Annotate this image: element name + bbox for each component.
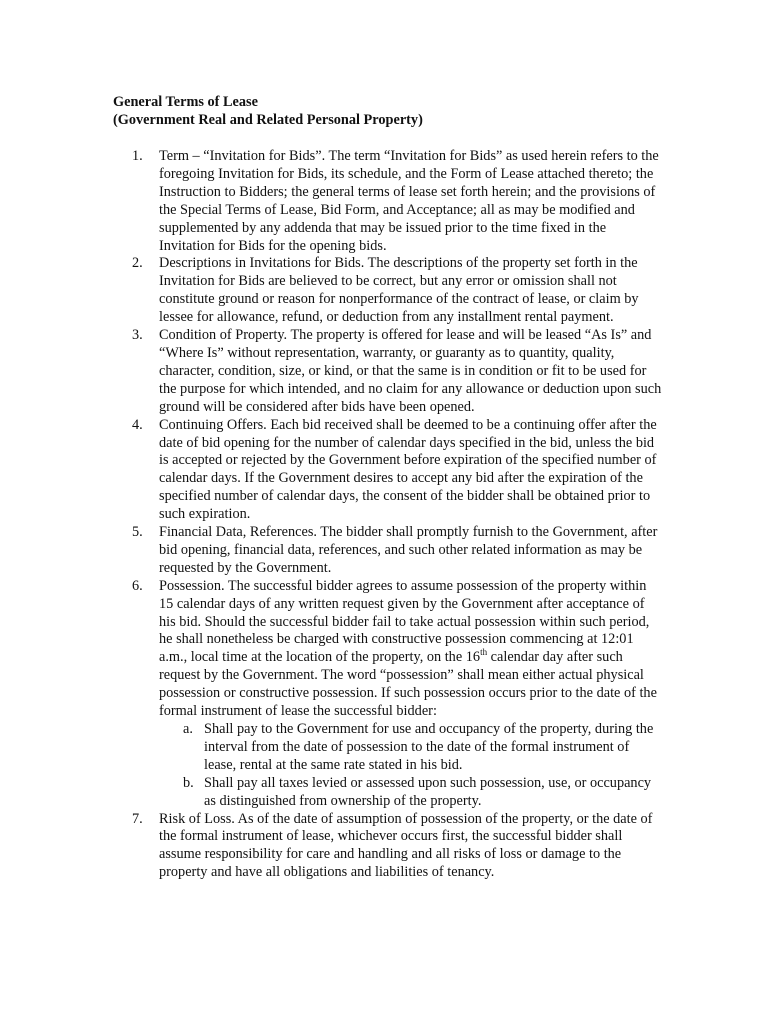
terms-list [113, 148, 663, 882]
term-item-4 [113, 417, 663, 524]
term-item-2 [113, 255, 663, 327]
term-item-3 [113, 327, 663, 417]
term-number: 6. [132, 577, 143, 594]
sub-item-text: Shall pay all taxes levied or assessed upon such possession, use, or occupancy as distinguished from ownership of the property. [204, 774, 652, 809]
term-text: Possession. The successful bidder agrees to assume possession of the property within 15 calendar days of any written request given by the Government after acceptance of his bid. Should the successful bidder fail to take actual possession within such period, he shall nonetheless be charged with constructive possession commencing at 12:01 a.m., local time at the location of the property, on the 16 [159, 577, 650, 666]
term-text-continued: calendar day after such request by the Government. The word “possession” shall mean either actual physical possession or constructive possession. If such possession occurs prior to the date of the formal instrument of lease the successful bidder: [159, 649, 657, 720]
term-text: Continuing Offers. Each bid received shall be deemed to be a continuing offer after the date of bid opening for the number of calendar days specified in the bid, unless the bid is accepted or rejected by the Government before expiration of the specified number of calendar days. If the Government desires to accept any bid after the expiration of the specified number of calendar days, the consent of the bidder shall be obtained prior to such expiration. [159, 416, 657, 523]
term-number: 1. [132, 148, 143, 164]
term-text: Descriptions in Invitations for Bids. The descriptions of the property set forth in the Invitation for Bids are believed to be correct, but any error or omission shall not constitute ground or reason for nonperformance of the contract of lease, or claim by lessee for allowance, refund, or deduction from any installment rental payment. [159, 255, 639, 326]
term-number: 5. [132, 524, 143, 541]
sub-list [159, 721, 663, 811]
term-number: 2. [132, 255, 143, 272]
sub-item-letter: a. [183, 721, 193, 737]
term-item-1 [113, 148, 663, 255]
term-number: 4. [132, 416, 143, 433]
term-number: 3. [132, 327, 143, 344]
term-item-6 [113, 578, 663, 811]
term-text: Term – “Invitation for Bids”. The term “Invitation for Bids” as used herein refers to the foregoing Invitation for Bids, its schedule, and the Form of Lease attached thereto; the Instruction to Bidders; the general terms of lease set forth herein; and the provisions of the Special Terms of Lease, Bid Form, and Acceptance; all as may be modified and supplemented by any addenda that may be issued prior to the time fixed in the Invitation for Bids for the opening bids. [159, 148, 659, 254]
sub-item-a [159, 721, 663, 775]
document-heading [113, 93, 673, 129]
sub-item-letter: b. [183, 774, 194, 791]
term-text: Condition of Property. The property is offered for lease and will be leased “As Is” and “Where Is” without representation, warranty, or guaranty as to quantity, quality, character, condition, size, or kind, or that the same is in condition or fit to be used for the purpose for which intended, and no claim for any allowance or deduction upon such ground will be considered after bids have been opened. [159, 327, 662, 415]
document-title: General Terms of Lease [113, 94, 258, 110]
term-number: 7. [132, 810, 143, 827]
term-text: Financial Data, References. The bidder shall promptly furnish to the Government, after bid opening, financial data, references, and such other related information as may be requested by the Government. [159, 524, 658, 576]
sub-item-b [159, 775, 663, 811]
term-item-5 [113, 524, 663, 578]
term-text: Risk of Loss. As of the date of assumption of possession of the property, or the date of the formal instrument of lease, whichever occurs first, the successful bidder shall assume responsibility for care and handling and all risks of loss or damage to the property and have all obligations and liabilities of tenancy. [159, 810, 653, 881]
term-item-7 [113, 811, 663, 883]
document-subtitle: (Government Real and Related Personal Property) [113, 112, 423, 128]
sub-item-text: Shall pay to the Government for use and occupancy of the property, during the interval from the date of possession to the date of the formal instrument of lease, rental at the same rate stated in his bid. [204, 721, 654, 773]
ordinal-suffix: th [480, 646, 488, 657]
